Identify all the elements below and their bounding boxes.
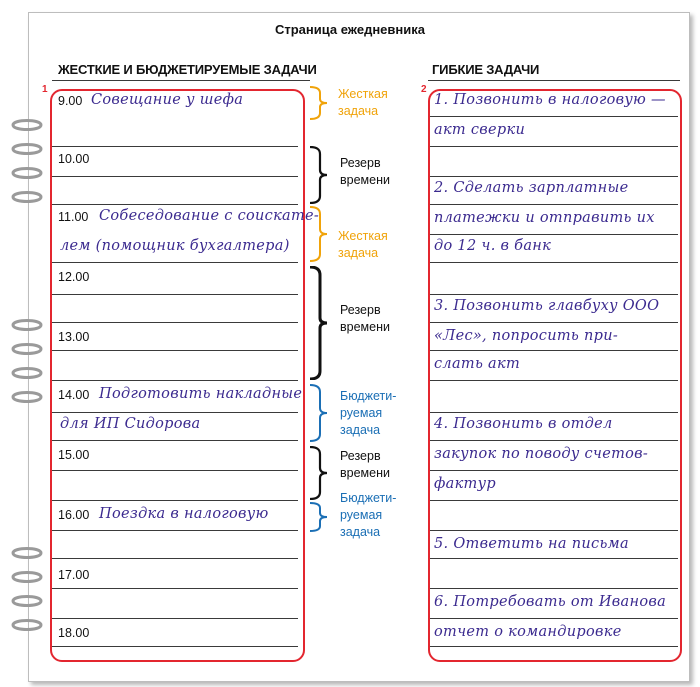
category-label-line: времени: [340, 173, 390, 187]
flexible-task-line: закупок по поводу счетов-: [434, 446, 649, 462]
time-label: 16.00: [58, 508, 90, 522]
box-number: 2: [421, 84, 427, 95]
flexible-task-line: 2. Сделать зарплатные: [434, 180, 629, 196]
heading-underline: [52, 80, 310, 81]
right-column-heading: ГИБКИЕ ЗАДАЧИ: [432, 62, 540, 77]
category-label-line: Бюджети-: [340, 389, 397, 403]
time-label: 11.00: [58, 210, 89, 224]
budget-bracket-icon: [306, 502, 330, 532]
reserve-label: [340, 155, 390, 189]
reserve-bracket-icon: [306, 146, 330, 204]
category-label-line: Резерв: [340, 156, 381, 170]
category-label-line: Резерв: [340, 449, 381, 463]
spiral-ring-icon: [10, 618, 44, 632]
spiral-ring-icon: [10, 190, 44, 204]
category-label-line: задача: [340, 423, 381, 437]
time-label: 9.00: [58, 94, 83, 108]
category-label-line: руемая: [340, 406, 383, 420]
flexible-task-line: до 12 ч. в банк: [434, 238, 552, 254]
time-label: 17.00: [58, 568, 90, 582]
time-label: 15.00: [58, 448, 90, 462]
flexible-task-line: платежки и отправить их: [434, 210, 655, 226]
budget-task-label: [340, 490, 396, 541]
spiral-ring-icon: [10, 318, 44, 332]
time-label: 12.00: [58, 270, 90, 284]
heading-underline: [428, 80, 680, 81]
flexible-task-line: 6. Потребовать от Иванова: [434, 594, 667, 610]
budget-bracket-icon: [306, 384, 330, 442]
spiral-ring-icon: [10, 546, 44, 560]
task-entry: Поездка в налоговую: [99, 506, 269, 522]
category-label-line: Жесткая: [338, 87, 388, 101]
time-label: 18.00: [58, 626, 90, 640]
category-label-line: Жесткая: [338, 229, 388, 243]
flexible-tasks-box: [428, 89, 682, 662]
flexible-task-line: 1. Позвонить в налоговую —: [434, 92, 666, 108]
flexible-task-line: 3. Позвонить главбуху ООО: [434, 298, 660, 314]
reserve-label: [340, 448, 390, 482]
spiral-ring-icon: [10, 570, 44, 584]
time-label: 10.00: [58, 152, 90, 166]
spiral-ring-icon: [10, 166, 44, 180]
box-number: 1: [42, 84, 48, 95]
task-entry: Подготовить накладные: [99, 386, 303, 402]
spiral-ring-icon: [10, 118, 44, 132]
spiral-ring-icon: [10, 142, 44, 156]
spiral-ring-icon: [10, 342, 44, 356]
task-entry: Совещание у шефа: [91, 92, 244, 108]
category-label-line: Резерв: [340, 303, 381, 317]
flexible-task-line: слать акт: [434, 356, 521, 372]
category-label-line: Бюджети-: [340, 491, 397, 505]
spiral-ring-icon: [10, 366, 44, 380]
time-label: 13.00: [58, 330, 90, 344]
task-entry: для ИП Сидорова: [60, 416, 201, 432]
reserve-bracket-icon: [306, 266, 330, 380]
budget-task-label: [340, 388, 396, 439]
category-label-line: задача: [338, 246, 379, 260]
time-label: 14.00: [58, 388, 90, 402]
hard-task-bracket-icon: [306, 86, 330, 120]
category-label-line: задача: [340, 525, 381, 539]
flexible-task-line: 5. Ответить на письма: [434, 536, 629, 552]
hard-task-bracket-icon: [306, 206, 330, 262]
reserve-bracket-icon: [306, 446, 330, 500]
page-title: Страница ежедневника: [274, 22, 425, 37]
flexible-task-line: «Лес», попросить при-: [434, 328, 619, 344]
flexible-task-line: акт сверки: [434, 122, 526, 138]
flexible-task-line: фактур: [434, 476, 496, 492]
spiral-ring-icon: [10, 390, 44, 404]
spiral-ring-icon: [10, 594, 44, 608]
hard-task-label: [338, 86, 388, 120]
hard-task-label: [338, 228, 388, 262]
category-label-line: руемая: [340, 508, 383, 522]
left-column-heading: ЖЕСТКИЕ И БЮДЖЕТИРУЕМЫЕ ЗАДАЧИ: [58, 62, 317, 77]
reserve-label: [340, 302, 390, 336]
category-label-line: времени: [340, 466, 390, 480]
flexible-task-line: 4. Позвонить в отдел: [434, 416, 613, 432]
task-entry: лем (помощник бухгалтера): [60, 238, 290, 254]
flexible-task-line: отчет о командировке: [434, 624, 622, 640]
task-entry: Собеседование с соискате-: [99, 208, 320, 224]
category-label-line: задача: [338, 104, 379, 118]
category-label-line: времени: [340, 320, 390, 334]
